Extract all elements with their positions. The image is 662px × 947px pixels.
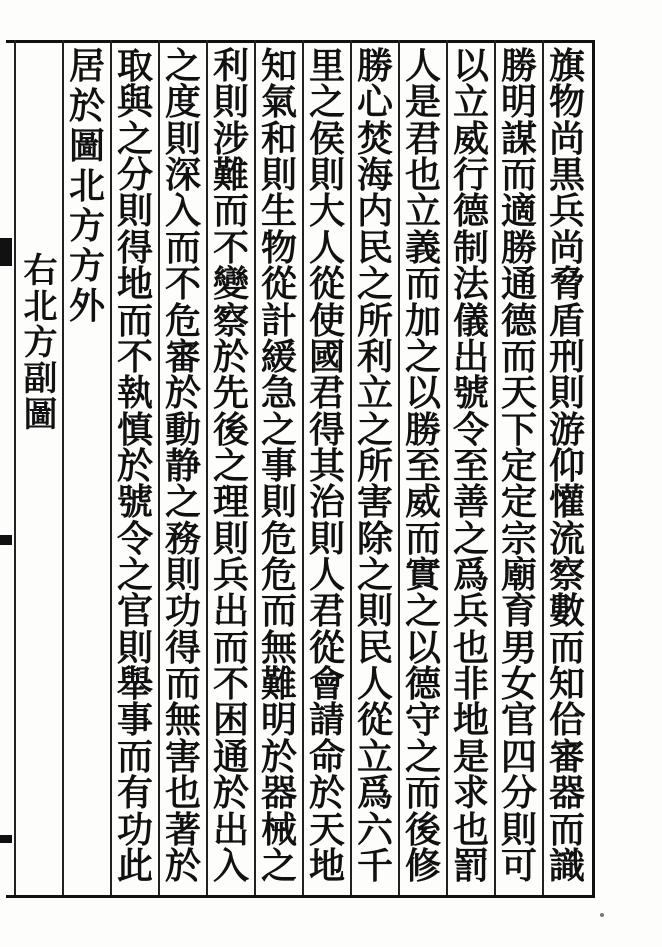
- glyph: 器: [260, 772, 297, 815]
- glyph: 事: [116, 699, 153, 742]
- glyph: 地: [308, 844, 345, 887]
- glyph: 察: [548, 554, 585, 597]
- glyph: 適: [500, 190, 537, 233]
- glyph: 黒: [548, 154, 585, 197]
- glyph: 尚: [548, 226, 585, 269]
- glyph: 至: [404, 444, 441, 487]
- glyph: 兵: [212, 554, 249, 597]
- glyph: 官: [116, 590, 153, 633]
- glyph: 心: [356, 81, 393, 124]
- text-column: [546, 45, 588, 887]
- glyph: 之: [356, 408, 393, 451]
- glyph: 而: [500, 154, 537, 197]
- glyph: 而: [548, 626, 585, 669]
- glyph: 人: [308, 226, 345, 269]
- text-column: [354, 45, 396, 887]
- glyph: 識: [548, 844, 585, 887]
- glyph: 令: [452, 408, 489, 451]
- glyph: 涉: [212, 117, 249, 160]
- glyph: 之: [452, 517, 489, 560]
- outer-margin-rule: [14, 40, 16, 895]
- glyph: 兵: [452, 590, 489, 633]
- glyph: 仰: [548, 444, 585, 487]
- glyph: 制: [452, 226, 489, 269]
- glyph: 後: [212, 408, 249, 451]
- glyph: 謀: [500, 117, 537, 160]
- glyph: 所: [356, 444, 393, 487]
- column-rule: [206, 40, 208, 895]
- glyph: 使: [308, 299, 345, 342]
- glyph: 君: [308, 590, 345, 633]
- glyph: 動: [164, 408, 201, 451]
- glyph: 也: [452, 626, 489, 669]
- glyph: 此: [116, 844, 153, 887]
- glyph: 知: [548, 663, 585, 706]
- glyph: 焚: [356, 117, 393, 160]
- glyph: 而: [164, 663, 201, 706]
- glyph: 男: [500, 626, 537, 669]
- column-rule: [494, 40, 496, 895]
- glyph: 察: [212, 299, 249, 342]
- glyph: 害: [356, 481, 393, 524]
- glyph: 通: [500, 263, 537, 306]
- glyph: 北: [68, 165, 105, 207]
- glyph: 於: [260, 735, 297, 778]
- binding-edge-mark: [0, 238, 12, 266]
- glyph: 則: [260, 481, 297, 524]
- glyph: 兵: [548, 190, 585, 233]
- glyph: 而: [212, 190, 249, 233]
- glyph: 而: [500, 335, 537, 378]
- glyph: 千: [356, 844, 393, 887]
- glyph: 立: [404, 190, 441, 233]
- glyph: 也: [404, 154, 441, 197]
- column-rule: [254, 40, 256, 895]
- glyph: 德: [452, 190, 489, 233]
- glyph: 之: [404, 335, 441, 378]
- glyph: 則: [308, 517, 345, 560]
- glyph: 立: [452, 81, 489, 124]
- glyph: 而: [260, 590, 297, 633]
- glyph: 則: [212, 517, 249, 560]
- glyph: 出: [212, 808, 249, 851]
- column-rule: [302, 40, 304, 895]
- glyph: 君: [404, 117, 441, 160]
- binding-edge-mark: [0, 835, 12, 843]
- glyph: 侯: [308, 117, 345, 160]
- glyph: 得: [164, 626, 201, 669]
- glyph: 從: [260, 263, 297, 306]
- glyph: 育: [500, 590, 537, 633]
- glyph: 先: [212, 372, 249, 415]
- glyph: 物: [548, 81, 585, 124]
- column-rule: [446, 40, 448, 895]
- paper-speck: [600, 913, 604, 917]
- glyph: 於: [116, 444, 153, 487]
- glyph: 之: [260, 844, 297, 887]
- glyph: 分: [500, 772, 537, 815]
- glyph: 不: [212, 226, 249, 269]
- glyph: 治: [308, 481, 345, 524]
- glyph: 不: [116, 335, 153, 378]
- text-column: [402, 45, 444, 887]
- glyph: 以: [404, 372, 441, 415]
- glyph: 也: [164, 772, 201, 815]
- glyph: 流: [548, 517, 585, 560]
- glyph: 廟: [500, 554, 537, 597]
- glyph: 君: [308, 372, 345, 415]
- glyph: 罰: [452, 844, 489, 887]
- glyph: 入: [164, 190, 201, 233]
- glyph: 械: [260, 808, 297, 851]
- glyph: 則: [116, 626, 153, 669]
- glyph: 德: [500, 299, 537, 342]
- glyph: 之: [116, 117, 153, 160]
- glyph: 生: [260, 190, 297, 233]
- glyph: 其: [308, 444, 345, 487]
- glyph: 則: [260, 154, 297, 197]
- glyph: 儀: [452, 299, 489, 342]
- glyph: 盾: [548, 299, 585, 342]
- glyph: 民: [356, 226, 393, 269]
- glyph: 而: [548, 808, 585, 851]
- column-rule: [158, 40, 160, 895]
- glyph: 不: [164, 263, 201, 306]
- text-column: [258, 45, 300, 887]
- glyph: 而: [164, 226, 201, 269]
- glyph: 號: [452, 372, 489, 415]
- glyph: 無: [260, 626, 297, 669]
- glyph: 下: [500, 408, 537, 451]
- glyph: 取: [116, 45, 153, 87]
- glyph: 圖: [68, 125, 105, 167]
- glyph: 定: [500, 444, 537, 487]
- glyph: 難: [212, 154, 249, 197]
- glyph: 女: [500, 663, 537, 706]
- glyph: 之: [116, 554, 153, 597]
- glyph: 理: [212, 481, 249, 524]
- glyph: 海: [356, 154, 393, 197]
- glyph: 困: [212, 699, 249, 742]
- glyph: 審: [164, 335, 201, 378]
- glyph: 方: [68, 205, 105, 247]
- glyph: 德: [404, 663, 441, 706]
- glyph: 有: [116, 772, 153, 815]
- glyph: 則: [500, 808, 537, 851]
- glyph: 度: [164, 81, 201, 124]
- glyph: 六: [356, 808, 393, 851]
- glyph: 功: [116, 808, 153, 851]
- text-column: [306, 45, 348, 887]
- glyph: 害: [164, 735, 201, 778]
- glyph: 静: [164, 444, 201, 487]
- glyph: 地: [452, 699, 489, 742]
- glyph: 行: [452, 154, 489, 197]
- glyph: 和: [260, 117, 297, 160]
- glyph: 於: [212, 772, 249, 815]
- glyph: 所: [356, 299, 393, 342]
- glyph: 則: [164, 554, 201, 597]
- text-column: [450, 45, 492, 887]
- glyph: 官: [500, 699, 537, 742]
- glyph: 脅: [548, 263, 585, 306]
- glyph: 實: [404, 554, 441, 597]
- glyph: 審: [548, 735, 585, 778]
- glyph: 立: [356, 735, 393, 778]
- glyph: 佮: [548, 699, 585, 742]
- glyph: 之: [356, 263, 393, 306]
- glyph: 是: [452, 735, 489, 778]
- glyph: 之: [164, 481, 201, 524]
- glyph: 則: [548, 372, 585, 415]
- glyph: 也: [452, 808, 489, 851]
- glyph: 可: [500, 844, 537, 887]
- glyph: 宗: [500, 517, 537, 560]
- glyph: 變: [212, 263, 249, 306]
- glyph: 不: [212, 663, 249, 706]
- glyph: 無: [164, 699, 201, 742]
- glyph: 於: [308, 772, 345, 815]
- glyph: 懽: [548, 481, 585, 524]
- glyph: 得: [308, 408, 345, 451]
- glyph: 以: [404, 626, 441, 669]
- glyph: 方: [68, 245, 105, 287]
- glyph: 之: [212, 444, 249, 487]
- glyph: 天: [500, 372, 537, 415]
- glyph: 至: [452, 444, 489, 487]
- glyph: 於: [164, 844, 201, 887]
- glyph: 之: [404, 590, 441, 633]
- glyph: 危: [164, 299, 201, 342]
- glyph: 而: [116, 735, 153, 778]
- glyph: 於: [212, 335, 249, 378]
- glyph: 而: [116, 299, 153, 342]
- glyph: 而: [212, 626, 249, 669]
- glyph: 善: [452, 481, 489, 524]
- glyph: 人: [308, 554, 345, 597]
- glyph: 得: [116, 226, 153, 269]
- glyph: 之: [356, 554, 393, 597]
- text-column: [66, 45, 108, 884]
- glyph: 利: [212, 45, 249, 87]
- glyph: 外: [68, 285, 105, 327]
- glyph: 求: [452, 772, 489, 815]
- column-rule: [110, 40, 112, 895]
- glyph: 里: [308, 45, 345, 87]
- text-column: [162, 45, 204, 887]
- glyph: 於: [68, 85, 105, 127]
- glyph: 則: [164, 117, 201, 160]
- glyph: 刑: [548, 335, 585, 378]
- glyph: 通: [212, 735, 249, 778]
- glyph: 而: [404, 772, 441, 815]
- glyph: 氣: [260, 81, 297, 124]
- glyph: 入: [212, 844, 249, 887]
- glyph: 天: [308, 808, 345, 851]
- glyph: 定: [500, 481, 537, 524]
- glyph: 之: [308, 81, 345, 124]
- glyph: 修: [404, 844, 441, 887]
- glyph: 令: [116, 517, 153, 560]
- glyph: 守: [404, 699, 441, 742]
- glyph: 明: [500, 81, 537, 124]
- glyph: 難: [260, 663, 297, 706]
- glyph: 危: [260, 517, 297, 560]
- glyph: 尚: [548, 117, 585, 160]
- glyph: 緩: [260, 335, 297, 378]
- glyph: 物: [260, 226, 297, 269]
- side-title: 右北方副圖: [17, 252, 57, 432]
- glyph: 會: [308, 663, 345, 706]
- glyph: 舉: [116, 663, 153, 706]
- glyph: 勝: [500, 226, 537, 269]
- glyph: 務: [164, 517, 201, 560]
- column-rule: [350, 40, 352, 895]
- glyph: 出: [212, 590, 249, 633]
- glyph: 號: [116, 481, 153, 524]
- glyph: 之: [404, 735, 441, 778]
- glyph: 居: [68, 45, 105, 87]
- glyph: 急: [260, 372, 297, 415]
- text-column: [498, 45, 540, 887]
- glyph: 執: [116, 372, 153, 415]
- glyph: 請: [308, 699, 345, 742]
- glyph: 立: [356, 372, 393, 415]
- glyph: 則: [116, 190, 153, 233]
- glyph: 地: [116, 263, 153, 306]
- glyph: 威: [452, 117, 489, 160]
- glyph: 從: [356, 699, 393, 742]
- glyph: 爲: [356, 772, 393, 815]
- glyph: 法: [452, 263, 489, 306]
- glyph: 以: [452, 45, 489, 87]
- glyph: 於: [164, 372, 201, 415]
- glyph: 明: [260, 699, 297, 742]
- glyph: 分: [116, 154, 153, 197]
- column-rule: [542, 40, 544, 895]
- glyph: 數: [548, 590, 585, 633]
- glyph: 後: [404, 808, 441, 851]
- glyph: 慎: [116, 408, 153, 451]
- glyph: 四: [500, 735, 537, 778]
- glyph: 之: [164, 45, 201, 87]
- glyph: 爲: [452, 554, 489, 597]
- glyph: 旗: [548, 45, 585, 87]
- glyph: 則: [212, 81, 249, 124]
- text-column: [114, 45, 156, 887]
- glyph: 勝: [356, 45, 393, 87]
- glyph: 國: [308, 335, 345, 378]
- glyph: 功: [164, 590, 201, 633]
- glyph: 威: [404, 481, 441, 524]
- glyph: 危: [260, 554, 297, 597]
- glyph: 除: [356, 517, 393, 560]
- glyph: 游: [548, 408, 585, 451]
- glyph: 人: [404, 45, 441, 87]
- glyph: 從: [308, 263, 345, 306]
- glyph: 是: [404, 81, 441, 124]
- glyph: 民: [356, 626, 393, 669]
- glyph: 加: [404, 299, 441, 342]
- glyph: 與: [116, 81, 153, 124]
- glyph: 勝: [404, 408, 441, 451]
- glyph: 利: [356, 335, 393, 378]
- glyph: 器: [548, 772, 585, 815]
- glyph: 大: [308, 190, 345, 233]
- glyph: 非: [452, 663, 489, 706]
- glyph: 事: [260, 444, 297, 487]
- column-rule: [62, 40, 64, 895]
- glyph: 出: [452, 335, 489, 378]
- glyph: 深: [164, 154, 201, 197]
- glyph: 命: [308, 735, 345, 778]
- glyph: 人: [356, 663, 393, 706]
- glyph: 之: [260, 408, 297, 451]
- glyph: 則: [356, 590, 393, 633]
- glyph: 而: [404, 517, 441, 560]
- glyph: 知: [260, 45, 297, 87]
- glyph: 從: [308, 626, 345, 669]
- glyph: 内: [356, 190, 393, 233]
- text-column: [210, 45, 252, 887]
- glyph: 計: [260, 299, 297, 342]
- glyph: 著: [164, 808, 201, 851]
- binding-edge-mark: [0, 535, 12, 545]
- column-rule: [398, 40, 400, 895]
- glyph: 而: [404, 263, 441, 306]
- glyph: 勝: [500, 45, 537, 87]
- glyph: 則: [308, 154, 345, 197]
- glyph: 義: [404, 226, 441, 269]
